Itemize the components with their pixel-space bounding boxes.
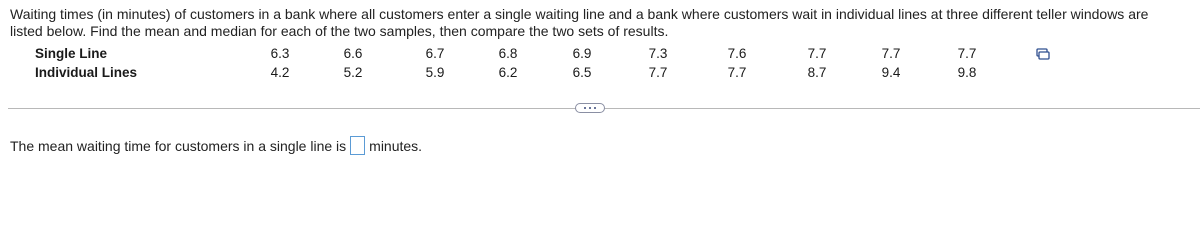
row-label-single-line: Single Line	[35, 46, 108, 61]
table-cell: 5.2	[343, 65, 363, 80]
row-label-individual-lines: Individual Lines	[35, 65, 138, 80]
table-cell: 4.2	[270, 65, 290, 80]
dot	[584, 107, 586, 109]
table-cell: 6.6	[343, 46, 363, 61]
table-cell: 9.4	[881, 65, 901, 80]
table-cell: 7.7	[957, 46, 977, 61]
table-cell: 7.7	[727, 65, 747, 80]
table-cell: 9.8	[957, 65, 977, 80]
question-text: Waiting times (in minutes) of customers in a bank where all customers enter a single waiting line and a bank where customers wait in individual lines at three different teller windows are listed below. Find the mean and median for each of the two samples, then compare the two sets of results.	[10, 6, 1149, 39]
mean-answer-input[interactable]	[350, 136, 365, 155]
table-cell: 7.3	[648, 46, 668, 61]
table-cell: 6.8	[498, 46, 518, 61]
table-cell: 6.7	[425, 46, 445, 61]
table-cell: 7.7	[648, 65, 668, 80]
answer-line	[10, 136, 422, 155]
table-cell: 7.6	[727, 46, 747, 61]
table-cell: 5.9	[425, 65, 445, 80]
answer-suffix: minutes.	[369, 137, 423, 154]
table-cell: 6.2	[498, 65, 518, 80]
dot	[594, 107, 596, 109]
table-cell: 6.9	[572, 46, 592, 61]
table-cell: 6.3	[270, 46, 290, 61]
data-table	[0, 44, 1200, 84]
table-cell: 7.7	[881, 46, 901, 61]
table-cell: 7.7	[807, 46, 827, 61]
table-cell: 8.7	[807, 65, 827, 80]
more-dots-button[interactable]	[575, 103, 605, 113]
answer-prefix: The mean waiting time for customers in a single line is	[10, 137, 347, 154]
dot	[589, 107, 591, 109]
table-cell: 6.5	[572, 65, 592, 80]
copy-data-icon[interactable]	[1036, 48, 1050, 61]
